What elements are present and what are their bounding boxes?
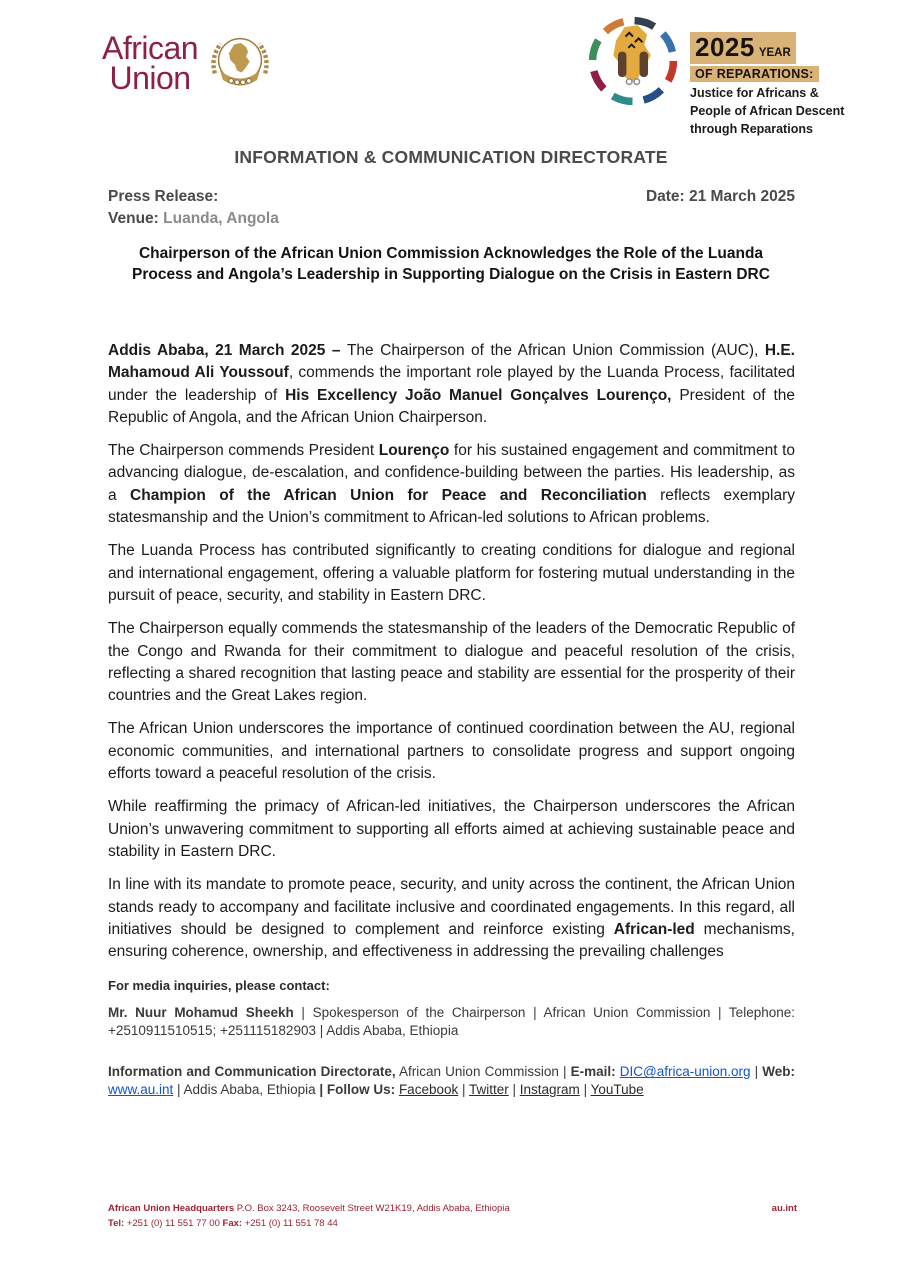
media-inquiries-heading: For media inquiries, please contact: — [108, 978, 330, 994]
reparations-year-line — [690, 32, 796, 64]
reparations-year-suffix: YEAR — [758, 47, 791, 59]
text-run: | — [458, 1082, 469, 1098]
text-run: The Chairperson equally commends the statesmanship of the leaders of the Democratic Republic of the Congo and Rwanda for their commitment to dialogue and peaceful resolution of the crisis, reflecting a shared recognition that lasting peace and stability are essential for the prosperity of their countries and the Great Lakes region. — [108, 620, 795, 705]
text-run: African-led — [613, 920, 695, 938]
text-run: His Excellency João Manuel Gonçalves Lourenço, — [285, 386, 672, 404]
au-logo-line2: Union — [109, 60, 191, 96]
paragraph-3 — [108, 540, 795, 607]
paragraph-7 — [108, 874, 795, 963]
text-run: Addis Ababa, 21 March 2025 – — [108, 342, 347, 359]
text-run: Mr. Nuur Mohamud Sheekh — [108, 1005, 294, 1021]
text-run: Lourenço — [378, 442, 450, 460]
text-run: Information and Communication Directorate, — [108, 1064, 396, 1080]
text-run: While reaffirming the primacy of African-led initiatives, the Chairperson underscores the African Union’s unwavering commitment to supporting all efforts aimed at achieving sustainable peace and stability in Eastern DRC. — [108, 798, 795, 860]
african-union-logo — [102, 26, 277, 100]
text-run: Fax: — [222, 1217, 243, 1229]
text-run: , commends the important role played by the Luanda Process, facilitated under the leadership of — [108, 364, 795, 404]
media-contact-line — [108, 1004, 795, 1039]
reparations-2025-logo — [584, 14, 844, 137]
reparations-tagline-2: People of African Descent — [690, 104, 845, 118]
reparations-tagline-1: Justice for Africans & — [690, 86, 819, 100]
text-run: | — [750, 1064, 763, 1080]
instagram-link[interactable]: Instagram — [519, 1082, 580, 1098]
text-run: +251 (0) 11 551 78 44 — [242, 1217, 338, 1229]
reparations-tagline-3: through Reparations — [690, 122, 813, 136]
paragraph-6 — [108, 796, 795, 863]
reparations-logo-text — [690, 14, 844, 137]
reparations-subtitle: OF REPARATIONS: — [690, 66, 819, 82]
text-run: | Follow Us: — [319, 1082, 399, 1098]
text-run: mechanisms, ensuring coherence, ownership, and effectiveness in addressing the prevailing challenges — [108, 920, 795, 961]
paragraph-2 — [108, 440, 795, 529]
footer-address-block — [108, 1202, 510, 1231]
twitter-link[interactable]: Twitter — [469, 1082, 509, 1098]
reparations-year: 2025 — [695, 32, 755, 62]
text-run: The Chairperson of the African Union Commission (AUC), — [346, 342, 765, 359]
text-run: | Addis Ababa, Ethiopia — [173, 1082, 320, 1098]
text-run: +251 (0) 11 551 77 00 — [124, 1217, 223, 1229]
email-link[interactable]: DIC@africa-union.org — [619, 1064, 751, 1080]
paragraph-4 — [108, 618, 795, 707]
footer-address-line — [108, 1202, 510, 1217]
text-run: President of the Republic of Angola, and the African Union Chairperson. — [108, 386, 795, 426]
text-run: E-mail: — [570, 1064, 620, 1080]
text-run: Web: — [762, 1064, 796, 1080]
text-run: The Chairperson commends President — [108, 442, 379, 460]
youtube-link[interactable]: YouTube — [590, 1082, 644, 1098]
text-run: | — [579, 1082, 591, 1098]
website-link[interactable]: www.au.int — [108, 1082, 174, 1098]
text-run: reflects exemplary statesmanship and the Union’s commitment to African-led solutions to African problems. — [108, 486, 796, 527]
paragraph-5 — [108, 718, 795, 785]
text-run: In line with its mandate to promote peace, security, and unity across the continent, the African Union stands ready to accompany and facilitate inclusive and coordinated engagements. In this regard, all initiatives should be designed to complement and reinforce existing — [108, 876, 795, 938]
press-release-row — [108, 188, 795, 206]
date-label: Date: 21 March 2025 — [645, 188, 795, 205]
text-run: | — [508, 1082, 520, 1098]
press-release-headline: Chairperson of the African Union Commission Acknowledges the Role of the Luanda Process and Angola’s Leadership in Supporting Dialogue on the Crisis in Eastern DRC — [132, 245, 770, 283]
text-run: Champion of the African Union for Peace and Reconciliation — [130, 486, 647, 504]
press-release-body — [108, 340, 795, 1099]
paragraph-1 — [108, 340, 795, 429]
venue-label: Venue: — [108, 210, 164, 227]
text-run: H.E. Mahamoud Ali Youssouf — [108, 342, 795, 382]
text-run: The African Union underscores the importance of continued coordination between the AU, regional economic communities, and international partners to consolidate progress and support ongoing efforts toward a peaceful resolution of the crisis. — [108, 720, 795, 783]
text-run: | Spokesperson of the Chairperson | African Union Commission | Telephone: +2510911510515; +251115182903 | Addis Ababa, Ethiopia — [108, 1005, 795, 1038]
footer-phone-line — [108, 1217, 510, 1232]
reparations-emblem-icon — [584, 14, 682, 108]
text-run: African Union Commission | — [395, 1064, 571, 1080]
venue-row — [108, 210, 279, 228]
au-emblem-icon — [203, 26, 277, 100]
facebook-link[interactable]: Facebook — [398, 1082, 459, 1098]
text-run: P.O. Box 3243, Roosevelt Street W21K19, Addis Ababa, Ethiopia — [234, 1203, 510, 1214]
page-footer — [108, 1202, 797, 1231]
text-run: The Luanda Process has contributed significantly to creating conditions for dialogue and regional and international engagement, offering a valuable platform for fostering mutual understanding in the pursuit of peace, security, and stability in Eastern DRC. — [108, 542, 795, 604]
venue-value: Luanda, Angola — [163, 210, 279, 227]
directorate-contact-line — [108, 1063, 795, 1099]
directorate-title: INFORMATION & COMMUNICATION DIRECTORATE — [234, 147, 668, 167]
footer-site-link[interactable]: au.int — [771, 1203, 797, 1214]
text-run: Tel: — [108, 1217, 125, 1229]
african-union-logo-text — [102, 30, 199, 96]
press-release-label: Press Release: — [108, 188, 219, 205]
au-logo-line1: African — [102, 30, 199, 66]
text-run: for his sustained engagement and commitment to advancing dialogue, de-escalation, and confidence-building between the parties. His leadership, as a — [108, 442, 795, 504]
text-run: African Union Headquarters — [108, 1203, 235, 1214]
